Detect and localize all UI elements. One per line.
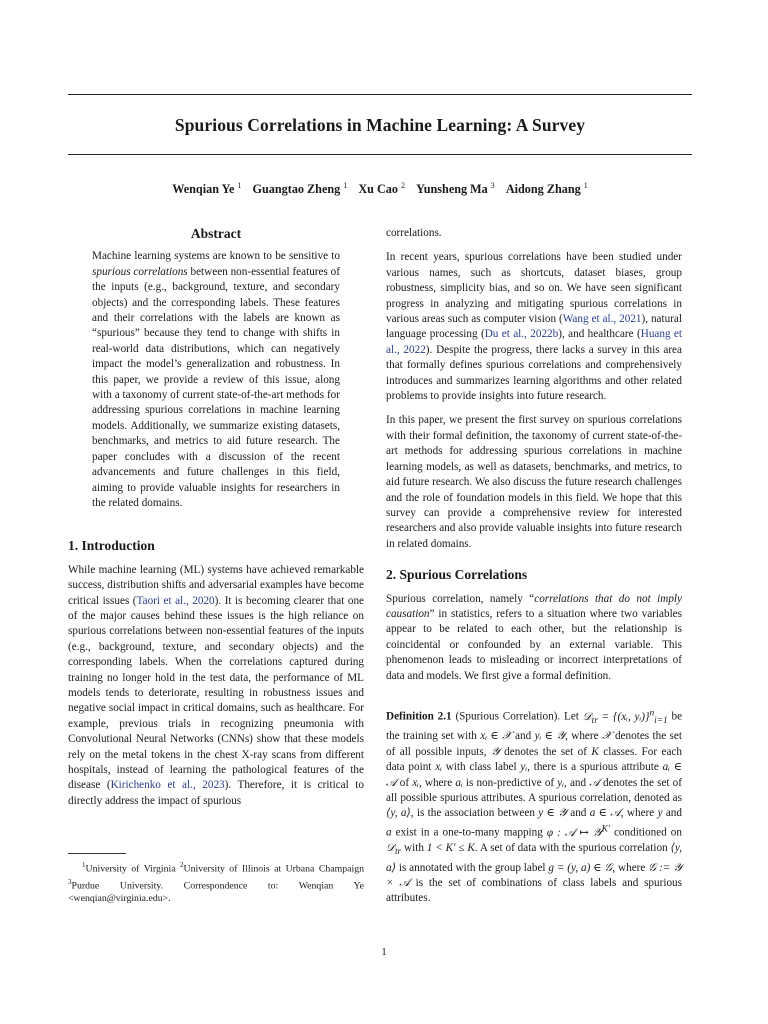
title-bottom-rule [68, 154, 692, 155]
citation-link[interactable]: Taori et al., 2020 [136, 594, 215, 607]
author: Yunsheng Ma $^3$ [416, 181, 495, 197]
definition-label: Definition 2.1 [386, 710, 452, 723]
definition-2-1: Definition 2.1 (Spurious Correlation). Let 𝒟$_{tr}$ = {(xᵢ, yᵢ)}$^n_{i=1}$ be the training set with xᵢ ∈ 𝒳 and yᵢ ∈ 𝒴, where 𝒳 denotes the set of all possible inputs, 𝒴 denotes the set of K classes. For each data point xᵢ with class label yᵢ, there is a spurious attribute aᵢ ∈ 𝒜 of xᵢ, where aᵢ is non-predictive of yᵢ, and 𝒜 denotes the set of all possible spurious attributes. A spurious correlation, denoted as ⟨y, a⟩, is the association between y ∈ 𝒴 and a ∈ 𝒜, where y and a exist in a one-to-many mapping φ : 𝒜 ↦ 𝒴$^{K'}$ conditioned on 𝒟$_{tr}$ with 1 < K′ ≤ K. A set of data with the spurious correlation ⟨y, a⟩ is annotated with the group label g = (y, a) ∈ 𝒢, where 𝒢 := 𝒴 × 𝒜 is the set of combinations of class labels and spurious attributes. [386, 707, 683, 905]
intro-paragraph: While machine learning (ML) systems have achieved remarkable success, distribution shifts and adversarial examples have become critical issues (Taori et al., 2020). It is becoming clearer that one of the major causes behind these issues is the high reliance on spurious correlations between non-essential features of the inputs (e.g., background, texture, and secondary objects) and the corresponding labels. When the correlations captured during training no longer hold in the test data, the performance of ML models tends to deteriorate, resulting in robustness issues and negative social impact in critical domains, such as healthcare. For example, previous trials in recognizing pneumonia with Convolutional Neural Networks (CNNs) show that these models rely on the metal tokens in the chest X-ray scans from different hospitals, instead of learning the pathological features of the disease (Kirichenko et al., 2023). Therefore, it is critical to directly address the impact of spurious [68, 563, 365, 807]
citation-link[interactable]: Wang et al., 2021 [562, 313, 642, 326]
author: Xu Cao $^2$ [358, 181, 406, 197]
author: Wenqian Ye $^1$ [172, 181, 242, 197]
intro-paragraph: In this paper, we present the first survey on spurious correlations with their formal definition, the taxonomy of current state-of-the-art methods for addressing spurious correlations in machine learning models, as well as datasets, benchmarks, and metrics, to aid future research. We also discuss the future research challenges and the role of foundation models in this field. We hope that this survey can provide a comprehensive review for interested researchers and also provide valuable insights into future research in related domains. [386, 414, 682, 550]
paper-title: Spurious Correlations in Machine Learning: A Survey [174, 115, 586, 135]
affiliation-footnote: $^1$University of Virginia $^2$University of Illinois at Urbana Champaign $^3$Purdue University. Correspondence to: Wenqian Ye <wenqian@virginia.edu>. [68, 861, 364, 904]
right-column [386, 226, 682, 907]
author-list [68, 181, 692, 197]
top-rule [68, 94, 692, 95]
citation-link[interactable]: Kirichenko et al., 2023 [110, 779, 225, 792]
abstract-text: Machine learning systems are known to be sensitive to spurious correlations between non-essential features of the inputs (e.g., background, texture, and secondary objects) and the corresponding labels. These features and their correlations with the labels are known as “spurious” because they tend to change with shifts in real-world data distributions, which can negatively impact the model’s generalization and robustness. In this paper, we provide a review of this issue, along with a taxonomy of current state-of-the-art methods for addressing spurious correlations in machine learning models. Additionally, we summarize existing datasets, benchmarks, and metrics to aid future research. The paper concludes with a discussion of the recent advancements and future challenges in this field, aiming to provide valuable insights for researchers in the related domains. [92, 250, 340, 509]
math: 𝒟$_{tr}$ = {(xᵢ, yᵢ)}$^n_{i=1}$ [582, 707, 668, 726]
author: Aidong Zhang $^1$ [505, 181, 588, 197]
intro-paragraph: correlations. [386, 227, 442, 239]
intro-paragraph: In recent years, spurious correlations have been studied under various names, such as shortcuts, dataset biases, group robustness, simplicity bias, and so on. We have seen significant progress in analyzing and mitigating spurious correlations in various areas such as computer vision (Wang et al., 2021), natural language processing (Du et al., 2022b), and healthcare (Huang et al., 2022). Despite the progress, there lacks a survey in this area that formally defines spurious correlations and comprehensively introduces and summarizes learning algorithms and other related problems to provide insights into future research. [386, 251, 683, 403]
left-column [68, 226, 364, 809]
author: Guangtao Zheng $^1$ [252, 181, 348, 197]
citation-link[interactable]: Huang et al., 2022 [386, 328, 683, 356]
citation-link[interactable]: Du et al., 2022b [484, 328, 559, 341]
section-heading-introduction: 1. Introduction [68, 538, 155, 554]
section-heading-spurious-correlations: 2. Spurious Correlations [386, 567, 528, 583]
section2-paragraph: Spurious correlation, namely “correlations that do not imply causation” in statistics, refers to a situation where two variables appear to be related to each other, but the relationship is coincidental or confounded by an external variable. This phenomenon leads to misleading or incorrect interpretations of data and models. We first give a formal definition. [386, 592, 682, 682]
footnote-rule [68, 853, 126, 854]
footnote [68, 853, 364, 905]
abstract-heading: Abstract [190, 226, 242, 241]
page-number: 1 [381, 946, 387, 958]
